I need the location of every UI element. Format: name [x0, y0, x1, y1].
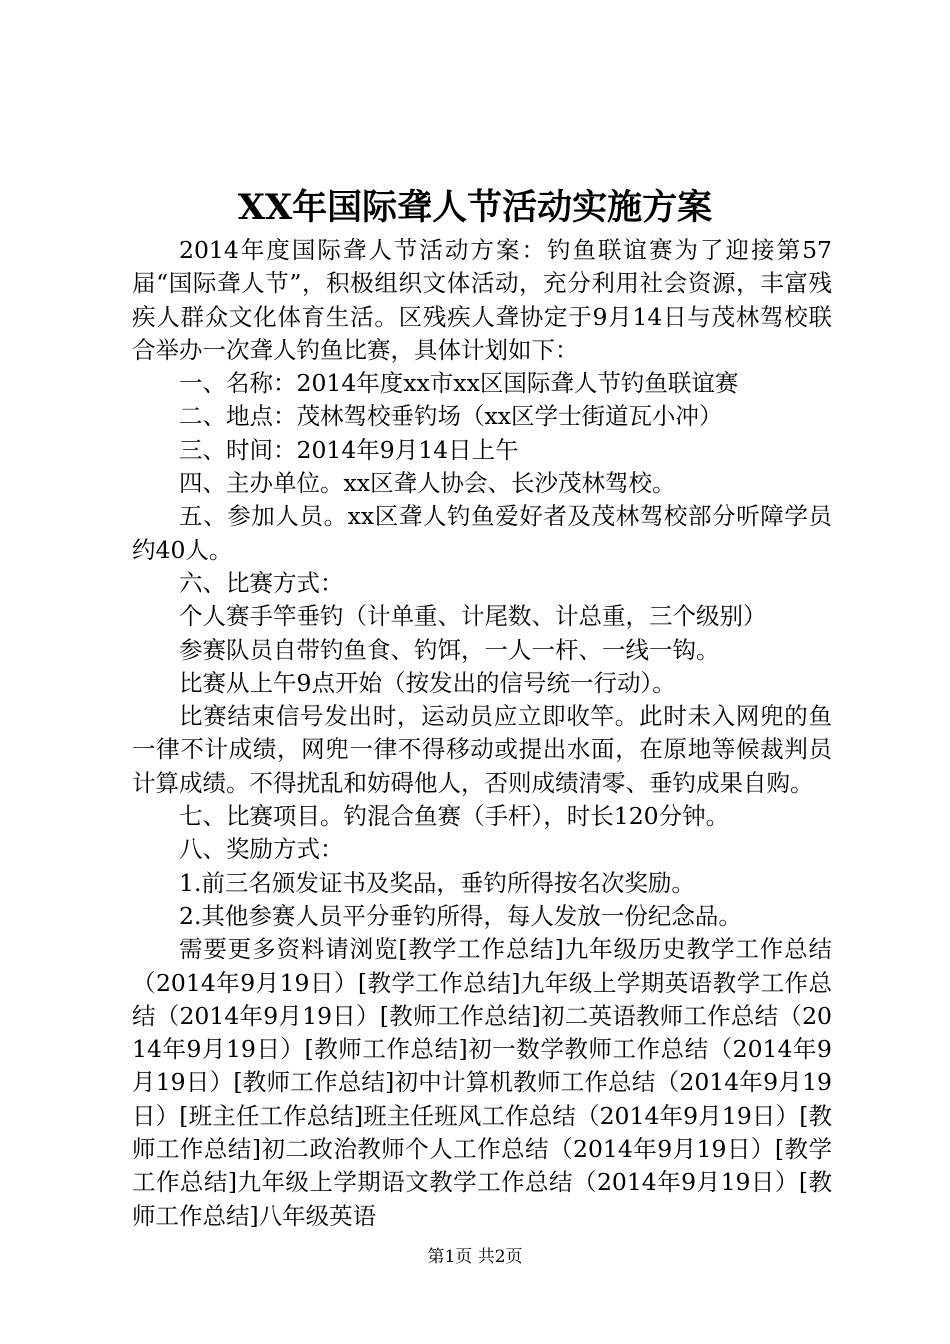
- paragraph-format-end: 比赛结束信号发出时，运动员应立即收竿。此时未入网兜的鱼一律不计成绩，网兜一律不得移动或提出水面，在原地等候裁判员计算成绩。不得扰乱和妨碍他人，否则成绩清零、垂钓成果自购。: [132, 702, 832, 797]
- page-footer: 第1页 共2页: [427, 1247, 523, 1267]
- paragraph-format-heading: 六、比赛方式：: [179, 568, 344, 597]
- paragraph-event: 七、比赛项目。钓混合鱼赛（手杆），时长120分钟。: [179, 802, 730, 831]
- paragraph-format-equipment: 参赛队员自带钓鱼食、钓饵，一人一杆、一线一钩。: [179, 635, 720, 664]
- document-title: XX年国际聋人节活动实施方案: [237, 187, 713, 228]
- paragraph-more-resources: 需要更多资料请浏览[教学工作总结]九年级历史教学工作总结（2014年9月19日）[教学工作总结]九年级上学期英语教学工作总结（2014年9月19日）[教师工作总结]初二英语教师工作总结（2014年9月19日）[教师工作总结]初一数学教师工作总结（2014年9月19日）[教师工作总结]初中计算机教师工作总结（2014年9月19日）[班主任工作总结]班主任班风工作总结（2014年9月19日）[教师工作总结]初二政治教师个人工作总结（2014年9月19日）[教学工作总结]九年级上学期语文教学工作总结（2014年9月19日）[教师工作总结]八年级英语: [132, 935, 832, 1230]
- paragraph-awards-1: 1.前三名颁发证书及奖品，垂钓所得按名次奖励。: [179, 868, 695, 897]
- paragraph-format-individual: 个人赛手竿垂钓（计单重、计尾数、计总重，三个级别）: [179, 602, 767, 631]
- paragraph-awards-2: 2.其他参赛人员平分垂钓所得，每人发放一份纪念品。: [179, 901, 742, 930]
- document-body: [132, 234, 832, 1233]
- paragraph-organizer: 四、主办单位。xx区聋人协会、长沙茂林驾校。: [179, 469, 676, 498]
- paragraph-time: 三、时间：2014年9月14日上午: [179, 435, 519, 464]
- paragraph-location: 二、地点：茂林驾校垂钓场（xx区学士街道瓦小冲）: [179, 402, 723, 431]
- paragraph-name: 一、名称：2014年度xx市xx区国际聋人节钓鱼联谊赛: [179, 369, 739, 398]
- paragraph-participants: 五、参加人员。xx区聋人钓鱼爱好者及茂林驾校部分听障学员约40人。: [132, 502, 832, 564]
- paragraph-intro: 2014年度国际聋人节活动方案：钓鱼联谊赛为了迎接第57届“国际聋人节”，积极组织文体活动，充分利用社会资源，丰富残疾人群众文化体育生活。区残疾人聋协定于9月14日与茂林驾校联合举办一次聋人钓鱼比赛，具体计划如下：: [132, 236, 832, 364]
- paragraph-awards-heading: 八、奖励方式：: [179, 835, 344, 864]
- paragraph-format-start: 比赛从上午9点开始（按发出的信号统一行动）。: [179, 668, 676, 697]
